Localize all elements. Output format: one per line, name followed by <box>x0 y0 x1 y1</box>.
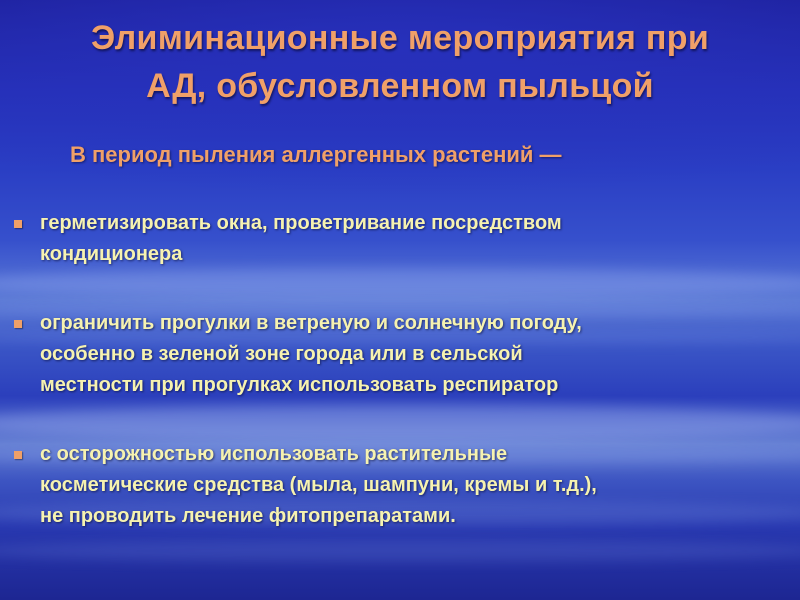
bullet-line: особенно в зеленой зоне города или в сельской <box>40 343 523 365</box>
slide-subtitle: В период пыления аллергенных растений — <box>70 142 562 167</box>
bullet-square-icon <box>14 220 22 228</box>
bullet-line: не проводить лечение фитопрепаратами. <box>40 505 456 527</box>
bullet-line: местности при прогулках использовать респиратор <box>40 374 559 396</box>
bullet-line: с осторожностью использовать растительные <box>40 443 508 465</box>
background-cloud-streak <box>0 540 800 562</box>
bullet-item <box>14 208 784 270</box>
bullet-line: ограничить прогулки в ветреную и солнечную погоду, <box>40 312 582 334</box>
slide-title-line: Элиминационные мероприятия при <box>90 19 710 57</box>
bullet-list <box>14 208 784 532</box>
slide-title <box>0 14 800 110</box>
bullet-item <box>14 308 784 401</box>
bullet-line: косметические средства (мыла, шампуни, кремы и т.д.), <box>40 474 597 496</box>
bullet-line: кондиционера <box>40 243 183 265</box>
bullet-square-icon <box>14 320 22 328</box>
bullet-square-icon <box>14 451 22 459</box>
bullet-line: герметизировать окна, проветривание посредством <box>40 212 562 234</box>
bullet-item <box>14 439 784 532</box>
slide-title-line: АД, обусловленном пыльцой <box>146 67 654 105</box>
